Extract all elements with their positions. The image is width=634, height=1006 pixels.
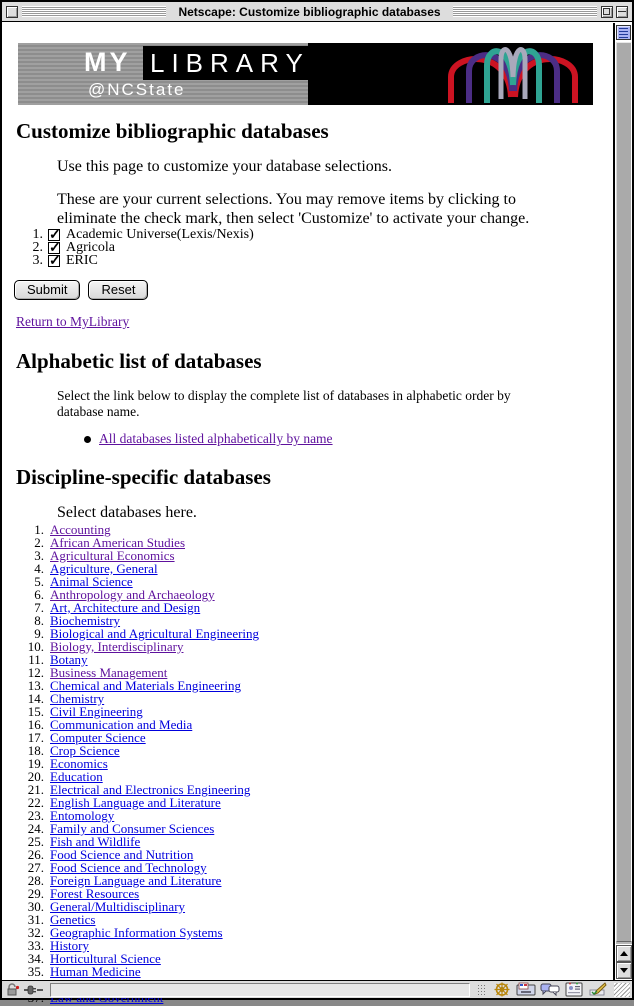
intro-paragraph-2: These are your current selections. You may remove items by clicking to eliminate the check mark, then select 'Customize' to activate your change. xyxy=(57,190,530,227)
discipline-link[interactable]: African American Studies xyxy=(50,534,186,550)
discipline-number: 18. xyxy=(27,742,44,758)
discipline-number: 26. xyxy=(27,846,44,862)
discipline-number: 15. xyxy=(27,703,44,719)
discipline-link[interactable]: General/Multidisciplinary xyxy=(50,898,186,914)
discipline-link[interactable]: Agricultural Economics xyxy=(50,547,175,563)
discipline-link[interactable]: Biochemistry xyxy=(50,612,121,628)
discipline-number: 23. xyxy=(27,807,44,823)
titlebar-stripes xyxy=(22,6,166,17)
discipline-link[interactable]: Accounting xyxy=(50,521,111,537)
discipline-link[interactable]: Human Medicine xyxy=(50,963,141,979)
discipline-number: 28. xyxy=(27,872,44,888)
navigator-icon[interactable] xyxy=(492,982,512,997)
discipline-link[interactable]: Civil Engineering xyxy=(50,703,143,719)
discipline-link[interactable]: Art, Architecture and Design xyxy=(50,599,201,615)
discipline-number: 35. xyxy=(27,963,44,979)
discipline-link[interactable]: Computer Science xyxy=(50,729,146,745)
component-bar-drag-handle[interactable] xyxy=(477,984,487,996)
selection-number: 3. xyxy=(32,253,43,269)
discipline-link[interactable]: Horticultural Science xyxy=(50,950,161,966)
intro-paragraph-1: Use this page to customize your database selections. xyxy=(57,158,393,175)
down-arrow-icon xyxy=(620,968,628,973)
alphabetic-link-list xyxy=(44,431,613,447)
discipline-number: 20. xyxy=(27,768,44,784)
discipline-link[interactable]: English Language and Literature xyxy=(50,794,221,810)
vertical-scrollbar[interactable] xyxy=(614,23,632,980)
composer-icon[interactable] xyxy=(588,982,608,997)
discipline-number: 13. xyxy=(27,677,44,693)
selection-label: ERIC xyxy=(66,253,98,269)
banner-brand-library: LIBRARY xyxy=(150,48,310,78)
discipline-link[interactable]: Electrical and Electronics Engineering xyxy=(50,781,251,797)
scrollbar-track[interactable] xyxy=(616,42,632,944)
submit-button[interactable]: Submit xyxy=(14,280,80,300)
alphabetic-section-description: Select the link below to display the complete list of databases in alphabetic order by database name. xyxy=(57,387,511,419)
discipline-link[interactable]: Agriculture, General xyxy=(50,560,158,576)
selection-number: 2. xyxy=(32,240,43,256)
discipline-number: 6. xyxy=(34,586,44,602)
discipline-section-description: Select databases here. xyxy=(57,504,197,522)
discipline-number: 7. xyxy=(34,599,44,615)
discipline-link[interactable]: Geographic Information Systems xyxy=(50,924,223,940)
ncstate-library-logo-icon xyxy=(443,43,583,105)
discipline-link[interactable]: Foreign Language and Literature xyxy=(50,872,222,888)
discipline-link[interactable]: Botany xyxy=(50,651,88,667)
scrollbar-top-widget-icon[interactable] xyxy=(616,25,631,40)
discipline-link[interactable]: Biological and Agricultural Engineering xyxy=(50,625,260,641)
discipline-link[interactable]: Fish and Wildlife xyxy=(50,833,141,849)
address-book-icon[interactable] xyxy=(564,982,584,997)
discipline-number: 16. xyxy=(27,716,44,732)
discipline-link[interactable]: Animal Science xyxy=(50,573,133,589)
discipline-link[interactable]: Communication and Media xyxy=(50,716,193,732)
selection-label: Academic Universe(Lexis/Nexis) xyxy=(66,227,254,243)
scrollbar-thumb[interactable] xyxy=(616,42,632,942)
security-lock-icon[interactable] xyxy=(6,983,20,996)
discipline-link[interactable]: Forest Resources xyxy=(50,885,140,901)
discipline-row xyxy=(2,640,613,653)
discipline-number: 17. xyxy=(27,729,44,745)
discipline-number: 30. xyxy=(27,898,44,914)
discipline-link[interactable]: Crop Science xyxy=(50,742,120,758)
bullet-icon xyxy=(84,436,91,443)
selection-checkbox[interactable] xyxy=(48,255,60,267)
discipline-link[interactable]: Anthropology and Archaeology xyxy=(50,586,215,602)
discipline-number: 5. xyxy=(34,573,44,589)
titlebar-stripes xyxy=(453,6,597,17)
return-to-mylibrary-link[interactable]: Return to MyLibrary xyxy=(16,313,130,329)
discipline-link[interactable]: Education xyxy=(50,768,103,784)
discipline-number: 21. xyxy=(27,781,44,797)
discipline-link[interactable]: Chemistry xyxy=(50,690,105,706)
selection-number: 1. xyxy=(32,227,43,243)
discipline-number: 9. xyxy=(34,625,44,641)
discipline-link[interactable]: Chemical and Materials Engineering xyxy=(50,677,241,693)
status-bar xyxy=(2,980,632,998)
discipline-number: 1. xyxy=(34,521,44,537)
selection-label: Agricola xyxy=(66,240,115,256)
discipline-number: 2. xyxy=(34,534,44,550)
discipline-row xyxy=(2,926,613,939)
banner-brand-ncstate: @NCState xyxy=(88,80,186,99)
page-title: Customize bibliographic databases xyxy=(16,119,329,143)
collapse-box-icon[interactable] xyxy=(616,6,628,18)
scroll-down-button[interactable] xyxy=(616,962,632,979)
window-resize-grip[interactable] xyxy=(614,983,630,997)
discipline-link[interactable]: Food Science and Nutrition xyxy=(50,846,194,862)
window-title: Netscape: Customize bibliographic databases xyxy=(178,4,441,19)
discipline-number: 8. xyxy=(34,612,44,628)
discipline-link[interactable]: Genetics xyxy=(50,911,96,927)
reset-button[interactable]: Reset xyxy=(88,280,148,300)
all-databases-alphabetical-link[interactable]: All databases listed alphabetically by name xyxy=(99,431,333,447)
list-item xyxy=(84,431,613,447)
discipline-link[interactable]: Entomology xyxy=(50,807,115,823)
discipline-number: 34. xyxy=(27,950,44,966)
discussions-icon[interactable] xyxy=(540,982,560,997)
discipline-link[interactable]: Family and Consumer Sciences xyxy=(50,820,215,836)
alphabetic-section-heading: Alphabetic list of databases xyxy=(16,348,262,373)
title-bar[interactable] xyxy=(2,2,632,22)
discipline-number: 33. xyxy=(27,937,44,953)
close-box-icon[interactable] xyxy=(6,6,18,18)
zoom-box-icon[interactable] xyxy=(601,6,613,18)
discipline-number: 27. xyxy=(27,859,44,875)
status-message-field xyxy=(50,983,470,997)
discipline-number: 22. xyxy=(27,794,44,810)
selection-row xyxy=(2,255,613,268)
discipline-number: 4. xyxy=(34,560,44,576)
page-content xyxy=(2,23,614,980)
discipline-database-list xyxy=(2,523,613,1004)
discipline-number: 29. xyxy=(27,885,44,901)
up-arrow-icon xyxy=(620,951,628,956)
discipline-number: 19. xyxy=(27,755,44,771)
discipline-link[interactable]: History xyxy=(50,937,89,953)
discipline-number: 25. xyxy=(27,833,44,849)
discipline-link[interactable]: Biology, Interdisciplinary xyxy=(50,638,184,654)
scroll-up-button[interactable] xyxy=(616,945,632,962)
discipline-number: 32. xyxy=(27,924,44,940)
discipline-number: 14. xyxy=(27,690,44,706)
inbox-icon[interactable] xyxy=(516,982,536,997)
current-selections-list xyxy=(2,229,613,268)
discipline-number: 31. xyxy=(27,911,44,927)
discipline-number: 11. xyxy=(28,651,44,667)
discipline-number: 3. xyxy=(34,547,44,563)
mylibrary-banner xyxy=(18,43,593,105)
form-buttons xyxy=(14,280,613,300)
discipline-section-heading: Discipline-specific databases xyxy=(16,465,271,490)
banner-brand-my: MY xyxy=(84,47,131,77)
discipline-link[interactable]: Food Science and Technology xyxy=(50,859,207,875)
discipline-number: 24. xyxy=(27,820,44,836)
discipline-number: 12. xyxy=(27,664,44,680)
discipline-number: 10. xyxy=(27,638,44,654)
discipline-link[interactable]: Economics xyxy=(50,755,108,771)
discipline-link[interactable]: Business Management xyxy=(50,664,168,680)
plug-icon[interactable] xyxy=(24,985,44,995)
